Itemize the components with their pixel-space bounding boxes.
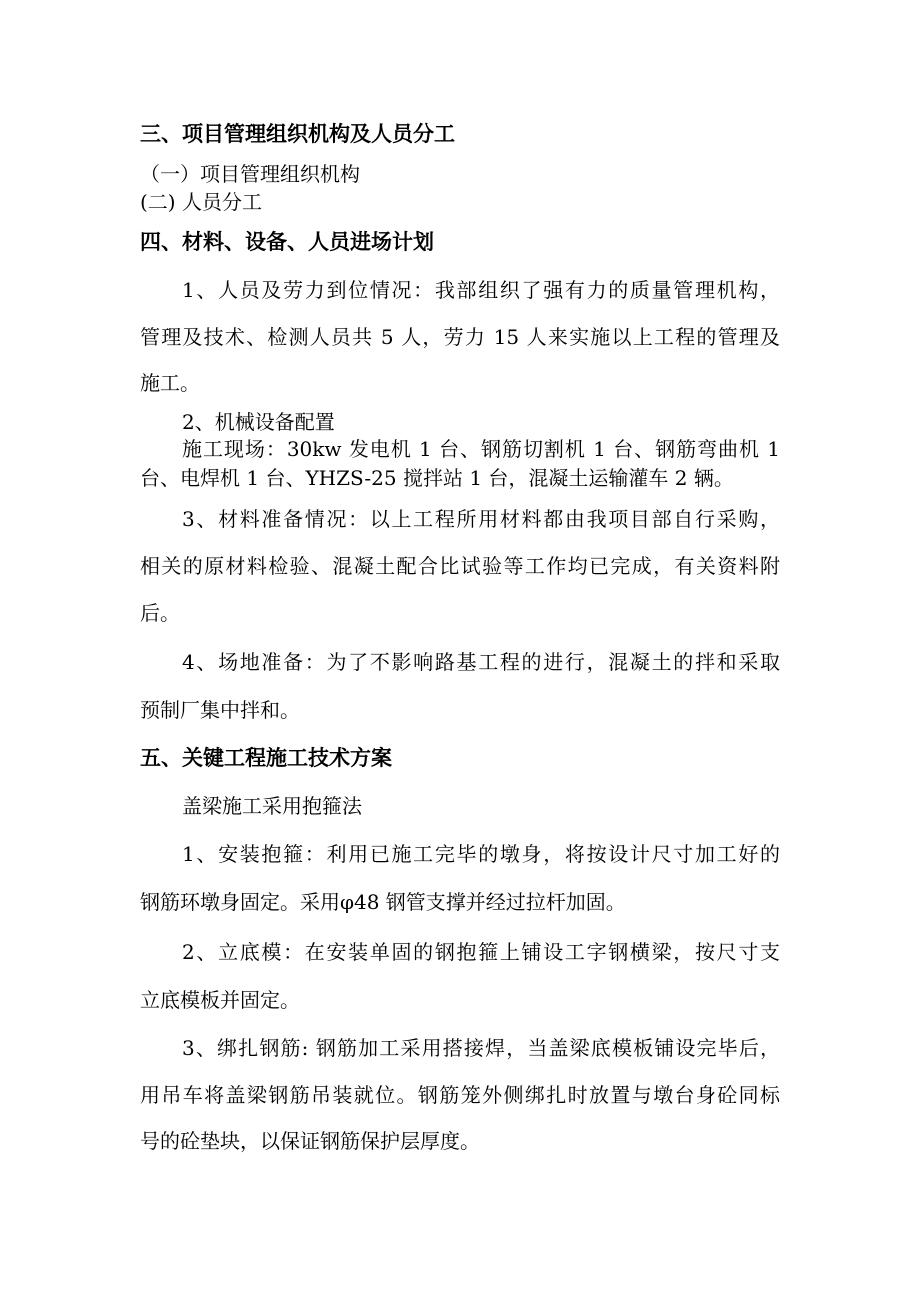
- item-2-title: 2、机械设备配置: [182, 410, 335, 434]
- paragraph-line: 4、场地准备：为了不影响路基工程的进行，混凝土的拌和采取: [182, 650, 780, 674]
- paragraph-line: 1、安装抱箍：利用已施工完毕的墩身，将按设计尺寸加工好的: [182, 842, 780, 866]
- paragraph-line: 施工现场：30kw 发电机 1 台、钢筋切割机 1 台、钢筋弯曲机 1: [182, 437, 780, 461]
- paragraph-line: 钢筋环墩身固定。采用φ48 钢管支撑并经过拉杆加固。: [140, 890, 626, 914]
- paragraph-line: 用吊车将盖梁钢筋吊装就位。钢筋笼外侧绑扎时放置与墩台身砼同标: [140, 1083, 780, 1107]
- paragraph-line: 台、电焊机 1 台、YHZS-25 搅拌站 1 台，混凝土运输灌车 2 辆。: [140, 466, 734, 490]
- section-5-heading: 五、关键工程施工技术方案: [140, 746, 392, 770]
- paragraph-line: 3、材料准备情况：以上工程所用材料都由我项目部自行采购，: [182, 507, 780, 531]
- section-3-heading: 三、项目管理组织机构及人员分工: [140, 122, 455, 146]
- paragraph-line: 后。: [140, 601, 180, 625]
- paragraph-line: 3、绑扎钢筋: 钢筋加工采用搭接焊，当盖梁底模板铺设完毕后，: [182, 1036, 780, 1060]
- section-3-sub-2: (二) 人员分工: [140, 190, 262, 214]
- paragraph-line: 1、人员及劳力到位情况：我部组织了强有力的质量管理机构，: [182, 278, 780, 302]
- paragraph-line: 号的砼垫块，以保证钢筋保护层厚度。: [140, 1129, 480, 1153]
- section-5-intro: 盖梁施工采用抱箍法: [182, 794, 362, 818]
- section-3-sub-1: （一）项目管理组织机构: [140, 162, 360, 186]
- paragraph-line: 相关的原材料检验、混凝土配合比试验等工作均已完成，有关资料附: [140, 554, 780, 578]
- paragraph-line: 管理及技术、检测人员共 5 人，劳力 15 人来实施以上工程的管理及: [140, 325, 780, 349]
- paragraph-line: 立底模板并固定。: [140, 988, 300, 1012]
- paragraph-line: 预制厂集中拌和。: [140, 698, 300, 722]
- section-4-heading: 四、材料、设备、人员进场计划: [140, 230, 434, 254]
- paragraph-line: 2、立底模：在安装单固的钢抱箍上铺设工字钢横梁，按尺寸支: [182, 940, 780, 964]
- paragraph-line: 施工。: [140, 371, 200, 395]
